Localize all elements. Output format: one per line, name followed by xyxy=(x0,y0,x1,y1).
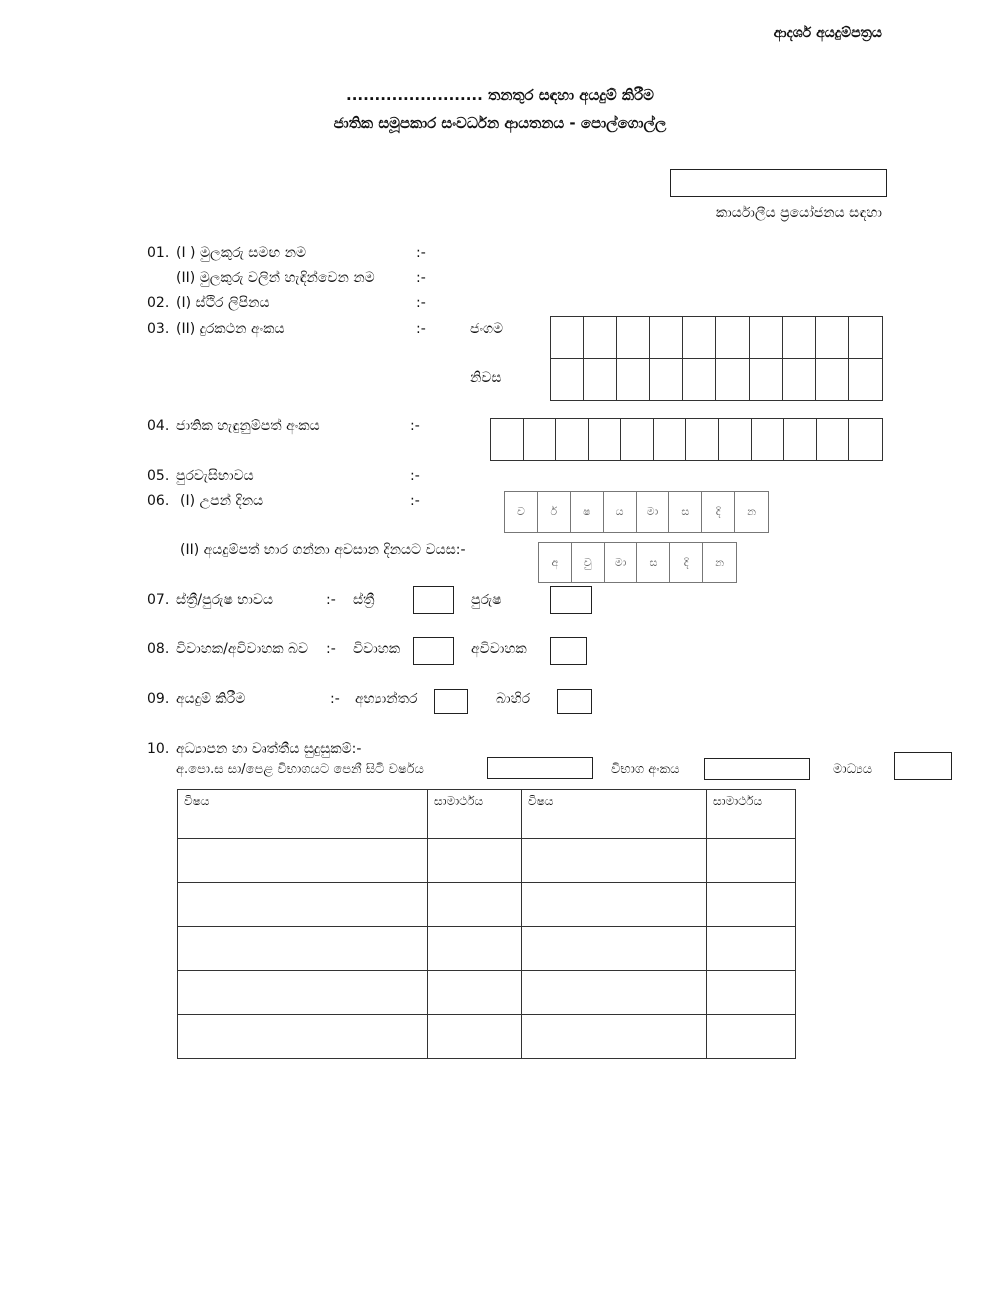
q01-separator-2: :- xyxy=(416,270,426,286)
dob-cell[interactable]: ව xyxy=(505,492,538,532)
subject-header: විෂය xyxy=(178,790,428,839)
q09-separator: :- xyxy=(330,691,340,707)
office-use-label: කාර්යාලීය ප්‍රයෝජනය සඳහා xyxy=(715,205,882,221)
grade-cell[interactable] xyxy=(428,927,522,971)
subject-cell[interactable] xyxy=(178,971,428,1015)
subjects-table xyxy=(177,789,796,1059)
exam-year-field[interactable] xyxy=(487,757,593,779)
table-row xyxy=(178,971,796,1015)
dob-cell[interactable]: ර් xyxy=(538,492,571,532)
internal-checkbox[interactable] xyxy=(434,689,468,714)
form-type-label: ආදර්ශ අයදුම්පත්‍රය xyxy=(773,25,882,41)
q05-separator: :- xyxy=(410,468,420,484)
nic-number-grid[interactable] xyxy=(490,418,883,461)
q08-separator: :- xyxy=(326,641,336,657)
q01-name-by-initials-label: (II) මුලකුරු වලින් හැඳින්වෙන නම xyxy=(176,270,375,286)
q05-citizenship-label: පුරවැසිභාවය xyxy=(176,468,254,484)
office-use-box[interactable] xyxy=(670,169,887,197)
q04-separator: :- xyxy=(410,418,420,434)
dob-cell[interactable]: න xyxy=(747,505,757,518)
married-option-label: විවාහක xyxy=(353,641,401,657)
form-title: ........................ තනතුර සඳහා අයදුම් කිරීම xyxy=(346,86,654,104)
q06-separator: :- xyxy=(410,493,420,509)
exam-year-label: අ.පො.ස සා/පෙළ විභාගයට පෙනී සිටි වර්ෂය xyxy=(176,762,424,777)
q03-separator: :- xyxy=(416,321,426,337)
age-cell[interactable]: ස xyxy=(637,543,670,582)
subject-header: විෂය xyxy=(522,790,707,839)
grade-cell[interactable] xyxy=(428,883,522,927)
q06-age-label: (II) අයදුම්පත් භාර ගන්නා අවසාන දිනයට වයස:- xyxy=(180,542,466,558)
q04-number: 04. xyxy=(147,418,170,434)
dob-cell[interactable]: මා xyxy=(637,492,670,532)
q06-number: 06. xyxy=(147,493,170,509)
q10-qualifications-label: අධ්‍යාපන හා වෘත්තීය සුදුසුකම්:- xyxy=(176,741,362,757)
medium-label: මාධ්‍යය xyxy=(833,762,873,777)
subject-cell[interactable] xyxy=(522,1015,707,1059)
subject-cell[interactable] xyxy=(522,839,707,883)
grade-cell[interactable] xyxy=(428,971,522,1015)
table-row xyxy=(178,883,796,927)
age-cell[interactable]: අ xyxy=(539,543,572,582)
subject-cell[interactable] xyxy=(522,971,707,1015)
q07-separator: :- xyxy=(326,592,336,608)
subject-cell[interactable] xyxy=(178,1015,428,1059)
home-number-grid[interactable] xyxy=(550,358,883,401)
age-grid[interactable] xyxy=(538,542,737,583)
dob-cell[interactable]: දි xyxy=(702,492,735,532)
index-number-label: විභාග අංකය xyxy=(611,762,680,777)
q07-gender-label: ස්ත්‍රී/පුරුෂ භාවය xyxy=(176,592,274,608)
subject-cell[interactable] xyxy=(522,927,707,971)
grade-header: සාමාර්ථය xyxy=(707,790,796,839)
external-checkbox[interactable] xyxy=(557,689,592,714)
q02-permanent-address-label: (I) ස්ථිර ලිපිනය xyxy=(176,295,270,311)
grade-cell[interactable] xyxy=(428,1015,522,1059)
mobile-label: ජංගම xyxy=(470,321,504,337)
q09-number: 09. xyxy=(147,691,170,707)
unmarried-option-label: අවිවාහක xyxy=(471,641,527,657)
table-header-row xyxy=(178,790,796,839)
female-option-label: ස්ත්‍රී xyxy=(353,592,375,608)
q03-telephone-label: (II) දුරකථන අංකය xyxy=(176,321,285,337)
dob-cell[interactable]: ය xyxy=(604,492,637,532)
age-cell[interactable]: මා xyxy=(605,543,638,582)
grade-header: සාමාර්ථය xyxy=(428,790,522,839)
subject-cell[interactable] xyxy=(178,839,428,883)
q01-separator: :- xyxy=(416,245,426,261)
q09-application-type-label: අයදුම් කිරීම xyxy=(176,691,246,707)
table-row xyxy=(178,839,796,883)
q05-number: 05. xyxy=(147,468,170,484)
external-option-label: බාහිර xyxy=(496,691,531,707)
mobile-number-grid[interactable] xyxy=(550,316,883,359)
subject-cell[interactable] xyxy=(178,927,428,971)
q08-marital-status-label: විවාහක/අවිවාහක බව xyxy=(176,641,309,657)
medium-field[interactable] xyxy=(894,752,952,780)
q01-name-with-initials-label: (I ) මුලකුරු සමඟ නම xyxy=(176,245,307,261)
grade-cell[interactable] xyxy=(707,927,796,971)
grade-cell[interactable] xyxy=(707,971,796,1015)
q10-number: 10. xyxy=(147,741,170,757)
dob-grid[interactable] xyxy=(504,491,769,533)
home-label: නිවස xyxy=(470,370,502,386)
q07-number: 07. xyxy=(147,592,170,608)
male-checkbox[interactable] xyxy=(550,586,592,614)
subject-cell[interactable] xyxy=(178,883,428,927)
dob-cell[interactable]: ෂ xyxy=(571,492,604,532)
age-cell[interactable]: වු xyxy=(572,543,605,582)
q01-number: 01. xyxy=(147,245,170,261)
female-checkbox[interactable] xyxy=(413,586,454,614)
subject-cell[interactable] xyxy=(522,883,707,927)
grade-cell[interactable] xyxy=(707,1015,796,1059)
q03-number: 03. xyxy=(147,321,170,337)
married-checkbox[interactable] xyxy=(413,637,454,665)
q02-separator: :- xyxy=(416,295,426,311)
q02-number: 02. xyxy=(147,295,170,311)
grade-cell[interactable] xyxy=(707,839,796,883)
internal-option-label: අභ්‍යාන්තර xyxy=(355,691,418,707)
q08-number: 08. xyxy=(147,641,170,657)
grade-cell[interactable] xyxy=(428,839,522,883)
unmarried-checkbox[interactable] xyxy=(550,637,587,665)
male-option-label: පුරුෂ xyxy=(471,592,502,608)
q04-nic-label: ජාතික හැඳුනුම්පත් අංකය xyxy=(176,418,320,434)
table-row xyxy=(178,1015,796,1059)
q06-dob-label: (I) උපන් දිනය xyxy=(180,493,264,509)
dob-cell[interactable]: ස xyxy=(669,492,702,532)
grade-cell[interactable] xyxy=(707,883,796,927)
age-cell[interactable]: න xyxy=(715,555,725,569)
index-number-field[interactable] xyxy=(704,758,810,780)
age-cell[interactable]: දි xyxy=(670,543,703,582)
table-row xyxy=(178,927,796,971)
institute-name: ජාතික සමූපකාර සංවර්ධන ආයතනය - පොල්ගොල්ල xyxy=(333,114,667,132)
